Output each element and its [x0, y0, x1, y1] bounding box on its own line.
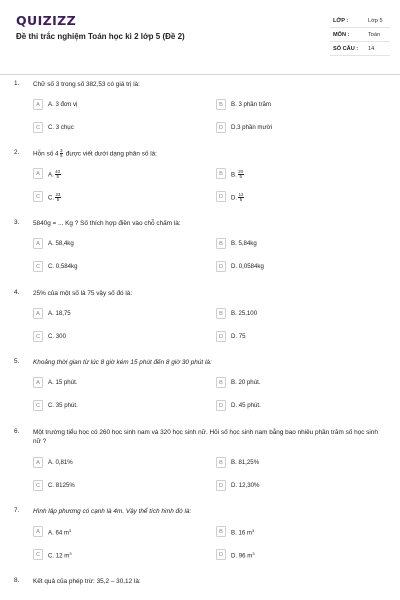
option-letter: A — [33, 526, 43, 537]
option-superscript: 3 — [252, 551, 255, 556]
option-letter: B — [216, 377, 226, 388]
fraction-numerator: 20 — [238, 169, 244, 174]
quizizz-logo: QUIZIZZ — [16, 13, 77, 28]
option-text — [48, 193, 62, 203]
question-number: 1. — [14, 80, 20, 87]
mixed-fraction — [60, 149, 63, 159]
option-superscript: 3 — [69, 551, 72, 556]
option-letter: B — [216, 238, 226, 249]
option-text: D. 12,30% — [231, 482, 260, 489]
meta-grade-key: LỚP : — [333, 18, 349, 24]
option-text: D.3 phần mười — [231, 124, 272, 131]
fraction-numerator: 23 — [55, 192, 61, 197]
fraction-denominator: 5 — [56, 174, 59, 180]
option-fraction — [238, 170, 244, 180]
option-letter: D — [216, 480, 226, 491]
option-text: C. 300 — [48, 333, 66, 340]
header-divider — [0, 74, 400, 75]
option-text: B. 5,84kg — [231, 240, 257, 247]
question-text-before: Hỗn số 4 — [33, 150, 59, 158]
option-letter: D — [216, 331, 226, 342]
option-text — [231, 170, 245, 180]
meta-subject-value: Toán — [368, 32, 381, 38]
option-text: B. 3 phần trăm — [231, 101, 271, 108]
question-text: Hình lập phương có cạnh là 4m. Vậy thể tích hình đó là: — [33, 508, 192, 515]
option-letter: C — [33, 261, 43, 272]
option-text — [48, 170, 62, 180]
option-value: C. 12 m — [48, 552, 70, 560]
option-text: A. 0,81% — [48, 459, 73, 466]
question-number: 6. — [14, 428, 20, 435]
meta-count-value: 14 — [368, 46, 375, 52]
option-text: A. 3 đơn vị — [48, 101, 78, 108]
meta-grade-row — [330, 14, 390, 28]
option-letter: A — [33, 238, 43, 249]
option-letter: B — [216, 308, 226, 319]
option-value: A. 64 m — [48, 529, 69, 537]
question-number: 3. — [14, 219, 20, 226]
option-text: A. 58,4kg — [48, 240, 74, 247]
option-letter: D — [216, 261, 226, 272]
option-letter: B — [216, 99, 226, 110]
option-letter: C — [33, 480, 43, 491]
option-text: B. 81,25% — [231, 459, 260, 466]
option-text — [231, 528, 254, 537]
meta-count-key: SỐ CÂU : — [333, 46, 359, 52]
option-fraction — [55, 170, 61, 180]
question-text: Một trường tiểu học có 260 học sinh nam và 320 học sinh nữ. Hỏi số học sinh nam bằng bao nhiêu phần trăm số học sinh nữ ? — [33, 429, 378, 445]
option-letter: D — [216, 122, 226, 133]
question-text-after: được viết dưới dạng phân số là: — [63, 150, 157, 158]
question-text: Chữ số 3 trong số 382,53 có giá trị là: — [33, 81, 140, 88]
question-number: 2. — [14, 149, 20, 156]
option-text — [48, 551, 72, 560]
option-letter: C — [33, 400, 43, 411]
worksheet-title: Đề thi trắc nghiệm Toán học kì 2 lớp 5 (Đề 2) — [16, 32, 185, 41]
option-letter: A — [33, 99, 43, 110]
option-prefix: B. — [231, 171, 237, 179]
question-text: 25% của một số là 75 vậy số đó là: — [33, 290, 133, 297]
option-letter: C — [33, 191, 43, 202]
question-text: Kết quả của phép trừ: 35,2 – 30,12 là: — [33, 578, 141, 585]
option-letter: B — [216, 526, 226, 537]
option-value: B. 16 m — [231, 529, 252, 537]
question-text — [33, 149, 385, 159]
worksheet-header — [0, 0, 400, 72]
fraction-denominator: 5 — [239, 197, 243, 203]
option-superscript: 3 — [69, 528, 72, 533]
option-text: C. 35 phút. — [48, 402, 78, 409]
question-number: 8. — [14, 577, 20, 584]
question-number: 5. — [14, 358, 20, 365]
option-prefix: A. — [48, 171, 54, 179]
option-superscript: 3 — [252, 528, 255, 533]
option-letter: C — [33, 549, 43, 560]
option-text: D. 0,0584kg — [231, 263, 264, 270]
option-text: A. 18,75 — [48, 310, 71, 317]
option-prefix: C. — [48, 194, 55, 202]
option-prefix: D. — [231, 194, 238, 202]
option-text: D. 75 — [231, 333, 246, 340]
meta-subject-row — [330, 28, 390, 42]
fraction-numerator: 3 — [60, 148, 63, 153]
option-letter: D — [216, 191, 226, 202]
option-letter: A — [33, 168, 43, 179]
option-letter: C — [33, 331, 43, 342]
meta-grade-value: Lớp 5 — [368, 18, 383, 24]
option-letter: B — [216, 457, 226, 468]
option-text: B. 25,100 — [231, 310, 258, 317]
option-text: C. 8125% — [48, 482, 75, 489]
option-text: C. 3 chục — [48, 124, 74, 131]
option-letter: A — [33, 377, 43, 388]
meta-count-row — [330, 42, 390, 56]
fraction-denominator: 5 — [56, 197, 60, 203]
option-fraction — [238, 193, 244, 203]
option-text: D. 45 phút. — [231, 402, 261, 409]
question-text: Khoảng thời gian từ lúc 8 giờ kém 15 phút đến 8 giờ 30 phút là: — [33, 359, 212, 366]
fraction-numerator: 12 — [238, 192, 244, 197]
fraction-denominator: 5 — [239, 174, 242, 180]
option-letter: B — [216, 168, 226, 179]
option-letter: D — [216, 549, 226, 560]
option-text — [48, 528, 71, 537]
option-fraction — [55, 193, 61, 203]
option-letter: D — [216, 400, 226, 411]
option-letter: A — [33, 308, 43, 319]
option-text: C. 0,584kg — [48, 263, 78, 270]
option-text: A. 15 phút. — [48, 379, 78, 386]
option-text — [231, 551, 255, 560]
fraction-denominator: 5 — [60, 153, 63, 159]
option-letter: C — [33, 122, 43, 133]
option-text — [231, 193, 245, 203]
question-text: 5840g = ... Kg ? Số thích hợp điền vào chỗ chấm là: — [33, 220, 181, 227]
meta-subject-key: MÔN : — [333, 32, 350, 38]
fraction-numerator: 43 — [55, 169, 61, 174]
question-number: 7. — [14, 507, 20, 514]
option-text: B. 20 phút. — [231, 379, 261, 386]
option-value: D. 96 m — [231, 552, 253, 560]
option-letter: A — [33, 457, 43, 468]
question-number: 4. — [14, 289, 20, 296]
